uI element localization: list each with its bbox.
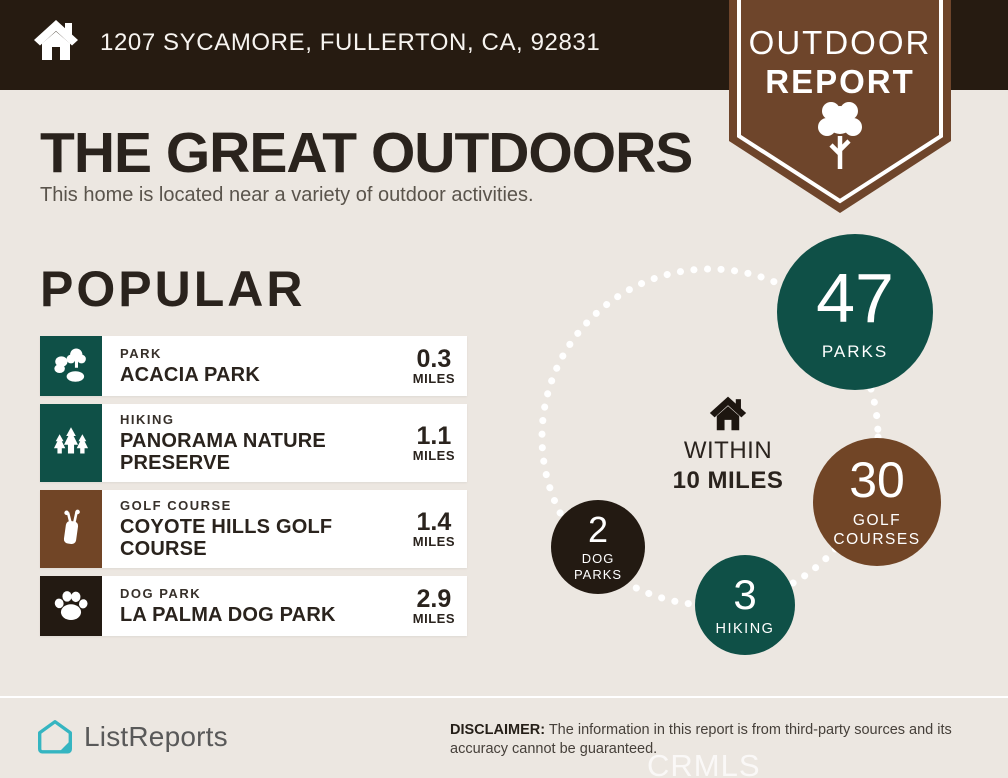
category-label: PARK	[120, 346, 162, 361]
place-name: LA PALMA DOG PARK	[120, 604, 336, 626]
golf-bag-icon	[40, 490, 102, 568]
list-item-dog-park	[40, 576, 467, 636]
badge-line1: OUTDOOR	[748, 24, 932, 61]
parks-count-bubble	[777, 234, 933, 390]
dog-park-card	[102, 576, 467, 636]
within-label: WITHIN	[683, 437, 773, 464]
paw-icon	[40, 576, 102, 636]
parks-count: 47	[816, 258, 894, 337]
radius-center-label	[628, 437, 828, 495]
golf-card	[102, 490, 467, 568]
page-subtitle: This home is located near a variety of outdoor activities.	[40, 184, 534, 206]
place-name: COYOTE HILLS GOLF COURSE	[120, 516, 333, 560]
page-title: THE GREAT OUTDOORS	[40, 121, 693, 185]
badge-text	[729, 24, 951, 101]
parks-label: PARKS	[821, 341, 889, 361]
pine-trees-icon	[40, 404, 102, 482]
popular-heading: POPULAR	[40, 261, 306, 317]
dog-parks-count-bubble	[551, 500, 645, 594]
distance-value: 0.3	[416, 344, 452, 373]
golf-count-bubble	[813, 438, 941, 566]
disclaimer-label: DISCLAIMER:	[450, 722, 546, 738]
property-address: 1207 SYCAMORE, FULLERTON, CA, 92831	[100, 29, 601, 56]
dog-parks-label: DOG PARKS	[573, 550, 623, 582]
popular-list	[40, 336, 467, 636]
home-icon	[32, 16, 80, 64]
park-icon	[40, 336, 102, 396]
distance-unit: MILES	[412, 447, 455, 463]
hiking-count-bubble	[695, 555, 795, 655]
hiking-count: 3	[733, 570, 757, 618]
distance-unit: MILES	[412, 370, 455, 386]
distance	[412, 421, 455, 463]
distance	[412, 344, 455, 386]
listreports-logo	[36, 718, 228, 756]
distance	[412, 584, 455, 626]
center-home-icon	[706, 394, 750, 432]
disclaimer-body: The information in this report is from third-party sources and its accuracy cannot be guaranteed.	[450, 722, 952, 757]
hiking-card	[102, 404, 467, 482]
distance-unit: MILES	[412, 610, 455, 626]
crmls-watermark: CRMLS	[647, 748, 761, 778]
category-label: HIKING	[120, 412, 175, 427]
category-label: GOLF COURSE	[120, 498, 232, 513]
distance-unit: MILES	[412, 533, 455, 549]
footer-divider	[0, 696, 1008, 698]
list-item-golf	[40, 490, 467, 568]
place-name: ACACIA PARK	[120, 364, 260, 386]
place-name: PANORAMA NATURE PRESERVE	[120, 430, 326, 474]
list-item-park	[40, 336, 467, 396]
badge-line2: REPORT	[765, 63, 915, 100]
distance-value: 1.1	[416, 421, 452, 450]
golf-label: GOLF COURSES	[833, 512, 921, 548]
golf-count: 30	[849, 452, 905, 508]
listreports-house-icon	[36, 718, 74, 756]
distance-value: 1.4	[416, 507, 452, 536]
category-label: DOG PARK	[120, 586, 202, 601]
ten-miles-label: 10 MILES	[672, 467, 784, 494]
distance-value: 2.9	[416, 584, 452, 613]
list-item-hiking	[40, 404, 467, 482]
brand-name: ListReports	[84, 721, 228, 752]
distance	[412, 507, 455, 549]
dog-parks-count: 2	[587, 508, 609, 550]
hiking-label: HIKING	[715, 620, 775, 637]
outdoor-report-badge	[729, 0, 951, 216]
park-card	[102, 336, 467, 396]
